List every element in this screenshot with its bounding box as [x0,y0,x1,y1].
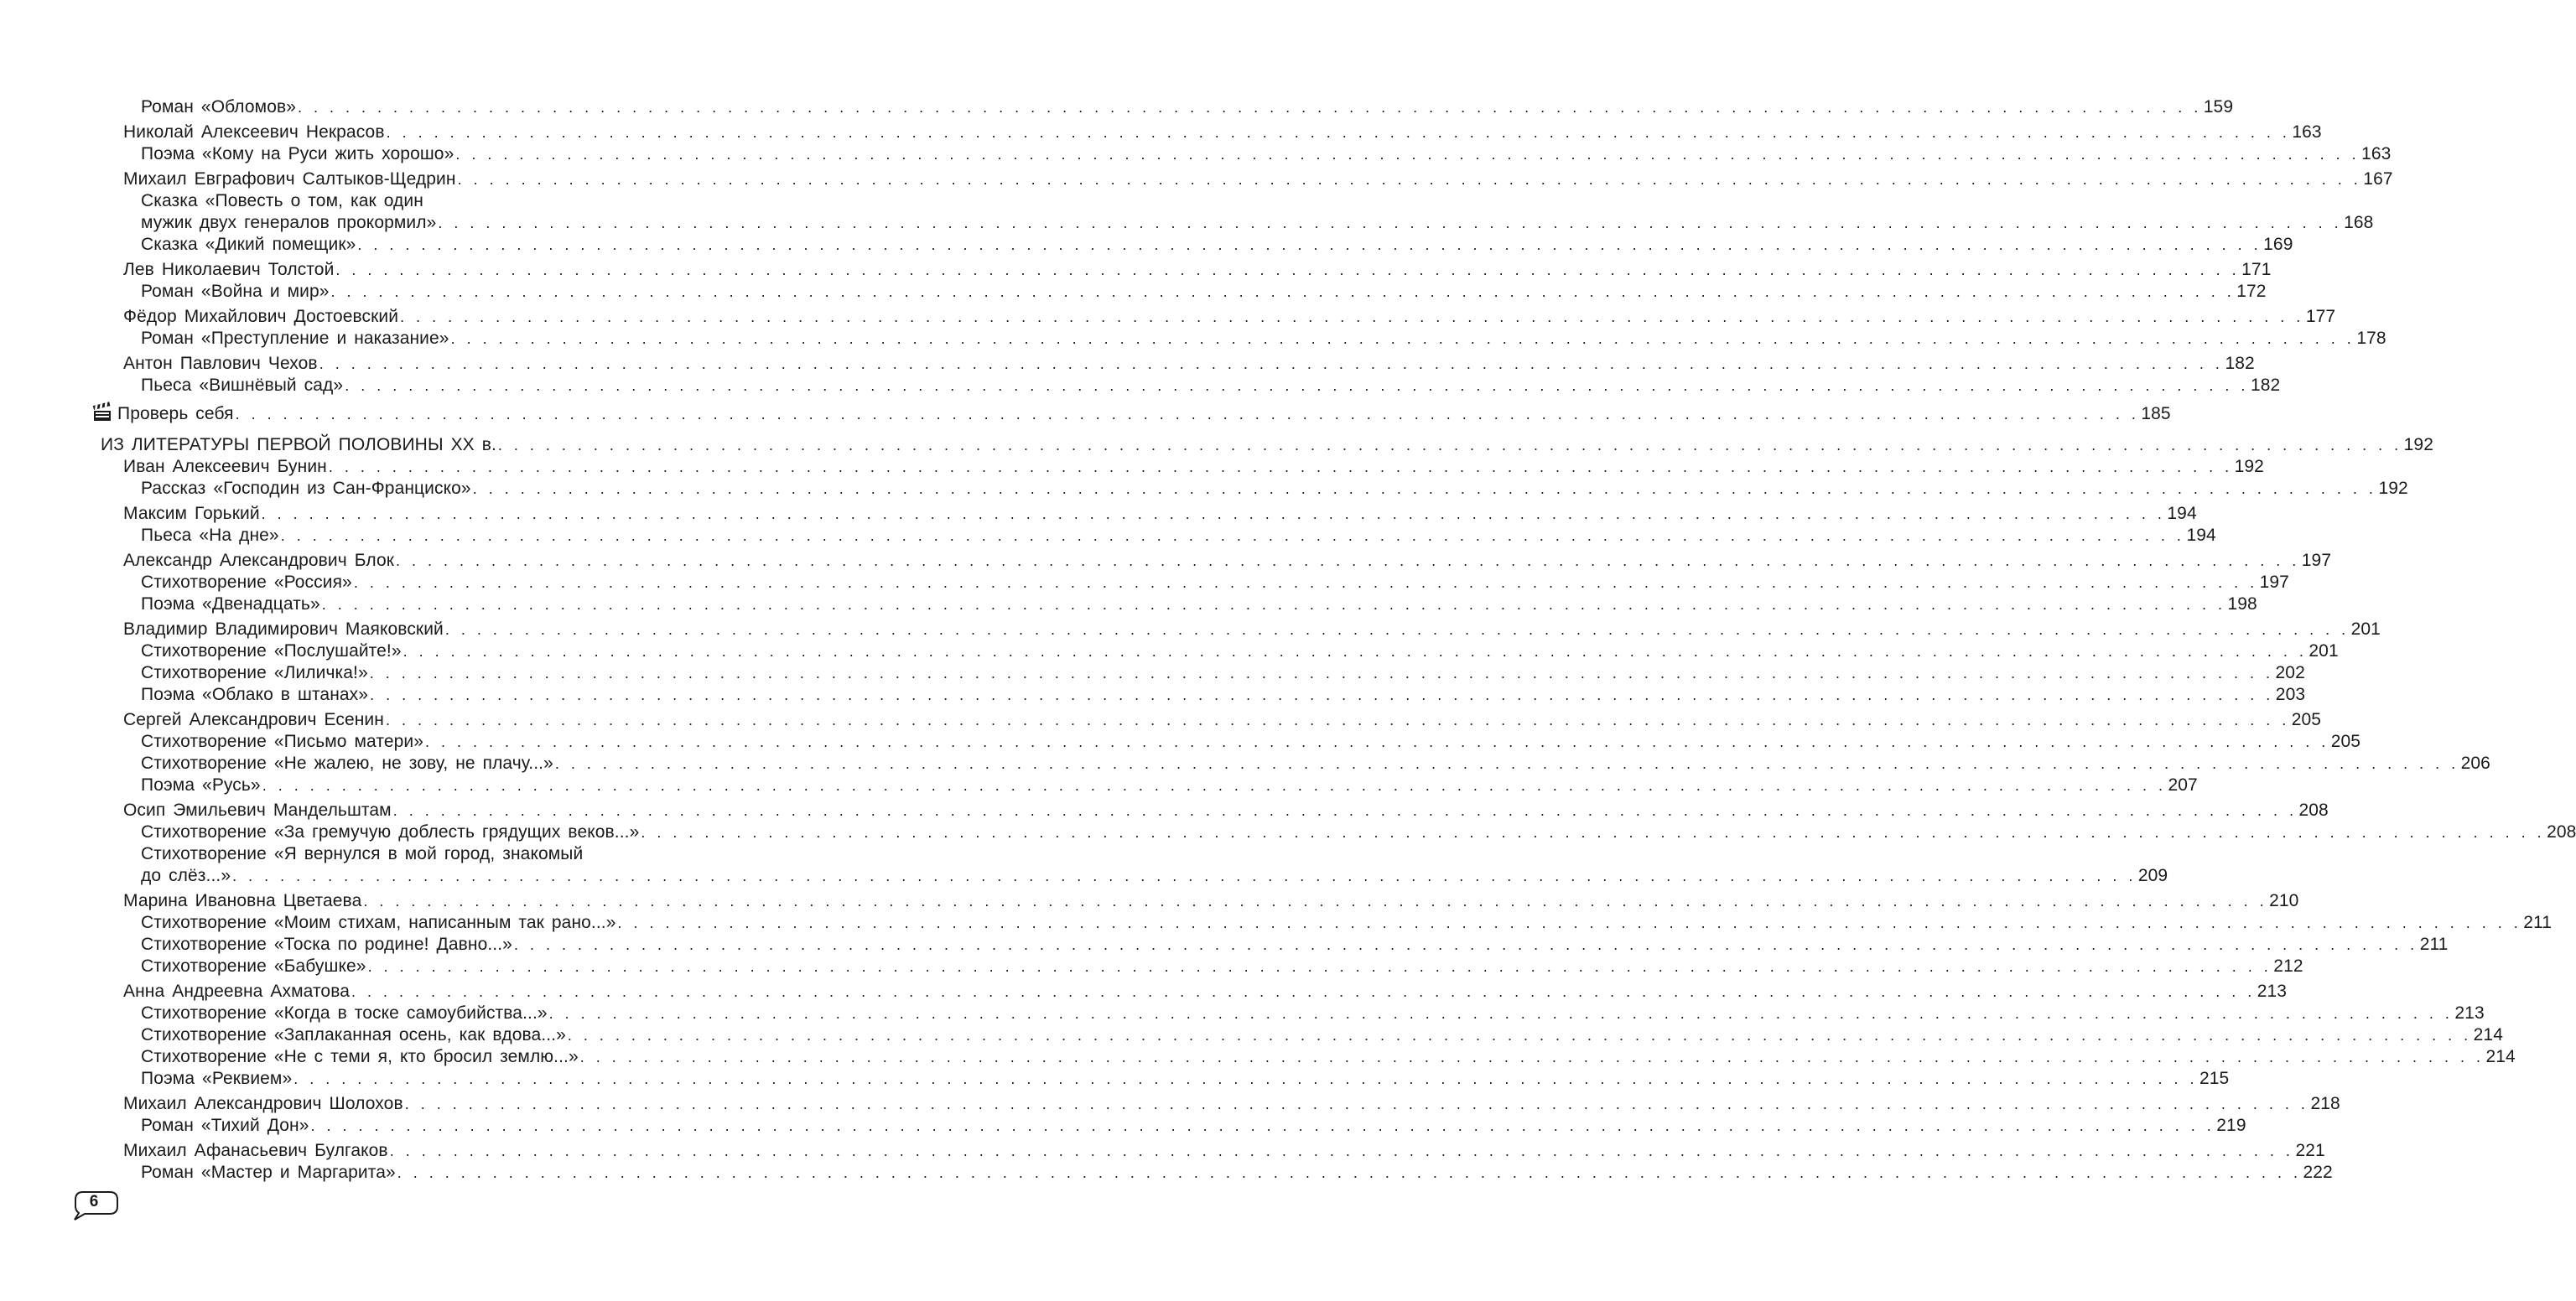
toc-entry-title: Поэма «Облако в штанах» [141,685,369,704]
toc-entry-page: 201 [2350,619,2381,639]
toc-entry [141,1162,2333,1184]
toc-entry [141,662,2305,684]
dot-leader: . . . . . . . . . . . . . . . . . . . . . . . . . . . . . . . . . . . . . . . . . . . . . . . . . . . . . . . . . . . . . . . . . . . . . . . . . . . . . . . . . . . . . . . . . . . . . . . . . . . . . . . . . . . . . . . . . . . . . . . . [450,330,2355,347]
toc-entry [123,1093,2340,1115]
toc-entry-title: Рассказ «Господин из Сан-Франциско» [141,479,471,498]
toc-entry-title: Михаил Афанасьевич Булгаков [123,1141,388,1160]
toc-entry-title: Иван Алексеевич Бунин [123,457,327,476]
toc-entry-title: Михаил Евграфович Салтыков-Щедрин [123,169,456,189]
toc-entry-title: Стихотворение «Я вернулся в мой город, знакомый [141,844,584,863]
toc-entry [141,684,2306,706]
toc-entry-page: 215 [2199,1069,2230,1088]
toc-entry-page: 182 [2250,376,2281,395]
toc-entry-title: Стихотворение «Не с теми я, кто бросил землю...» [141,1047,579,1066]
toc-entry-title: Стихотворение «За гремучую доблесть грядущих веков...» [141,822,640,842]
dot-leader: . . . . . . . . . . . . . . . . . . . . . . . . . . . . . . . . . . . . . . . . . . . . . . . . . . . . . . . . . . . . . . . . . . . . . . . . . . . . . . . . . . . . . . . . . . . . . . . . . . . . . . . . . . . . . . . . . . . . . . . . [385,712,2290,728]
toc-entry [141,865,2168,887]
toc-entry-title: Максим Горький [123,504,260,523]
dot-leader: . . . . . . . . . . . . . . . . . . . . . . . . . . . . . . . . . . . . . . . . . . . . . . . . . . . . . . . . . . . . . . . . . . . . . . . . . . . . . . . . . . . . . . . . . . . . . . . . . . . . . . . . . . . . . . . . . . . . . . . . [386,124,2291,141]
toc-entry-title: Стихотворение «Бабушке» [141,956,366,976]
dot-leader: . . . . . . . . . . . . . . . . . . . . . . . . . . . . . . . . . . . . . . . . . . . . . . . . . . . . . . . . . . . . . . . . . . . . . . . . . . . . . . . . . . . . . . . . . . . . . . . . . . . . . . . . . . . . . . . . . . . . . . . . [298,99,2202,116]
toc-entry-title: Поэма «Двенадцать» [141,594,320,614]
toc-entry-title: мужик двух генералов прокормил» [141,213,437,232]
toc-entry [141,96,2234,118]
dot-leader: . . . . . . . . . . . . . . . . . . . . . . . . . . . . . . . . . . . . . . . . . . . . . . . . . . . . . . . . . . . . . . . . . . . . . . . . . . . . . . . . . . . . . . . . . . . . . . . . . . . . . . . . . . . . . . . . . . . . . . . . [472,480,2377,497]
table-of-contents [0,96,2576,1184]
dot-leader: . . . . . . . . . . . . . . . . . . . . . . . . . . . . . . . . . . . . . . . . . . . . . . . . . . . . . . . . . . . . . . . . . . . . . . . . . . . . . . . . . . . . . . . . . . . . . . . . . . . . . . . . . . . . . . . . . . . . . . . . [232,868,2137,884]
toc-entry-title: Проверь себя [117,404,234,423]
dot-leader: . . . . . . . . . . . . . . . . . . . . . . . . . . . . . . . . . . . . . . . . . . . . . . . . . . . . . . . . . . . . . . . . . . . . . . . . . . . . . . . . . . . . . . . . . . . . . . . . . . . . . . . . . . . . . . . . . . . . . . . . [396,552,2300,569]
dot-leader: . . . . . . . . . . . . . . . . . . . . . . . . . . . . . . . . . . . . . . . . . . . . . . . . . . . . . . . . . . . . . . . . . . . . . . . . . . . . . . . . . . . . . . . . . . . . . . . . . . . . . . . . . . . . . . . . . . . . . . . . [262,777,2167,794]
toc-entry-title: ИЗ ЛИТЕРАТУРЫ ПЕРВОЙ ПОЛОВИНЫ XX в. [101,435,496,454]
toc-entry [141,593,2257,615]
toc-entry-title: Пьеса «Вишнёвый сад» [141,376,344,395]
toc-entry-page: 203 [2275,685,2306,704]
dot-leader: . . . . . . . . . . . . . . . . . . . . . . . . . . . . . . . . . . . . . . . . . . . . . . . . . . . . . . . . . . . . . . . . . . . . . . . . . . . . . . . . . . . . . . . . . . . . . . . . . . . . . . . . . . . . . . . . . . . . . . . . [345,377,2249,394]
toc-entry-page: 163 [2361,144,2392,163]
toc-entry-title: Анна Андреевна Ахматова [123,982,350,1001]
toc-entry [141,822,2576,843]
toc-entry-page: 218 [2310,1094,2340,1113]
toc-entry-page: 194 [2186,526,2216,545]
toc-entry [141,1115,2246,1137]
toc-entry [141,1003,2485,1024]
toc-entry [141,375,2281,397]
toc-entry-page: 194 [2167,504,2197,523]
toc-entry [141,934,2449,956]
toc-entry-title: Роман «Тихий Дон» [141,1116,309,1135]
toc-entry-page: 211 [2419,935,2449,954]
toc-entry [141,775,2198,796]
toc-entry [123,456,2264,478]
toc-entry-title: Стихотворение «Когда в тоске самоубийства...» [141,1003,548,1023]
toc-entry-page: 167 [2363,169,2393,189]
toc-entry [141,525,2216,547]
dot-leader: . . . . . . . . . . . . . . . . . . . . . . . . . . . . . . . . . . . . . . . . . . . . . . . . . . . . . . . . . . . . . . . . . . . . . . . . . . . . . . . . . . . . . . . . . . . . . . . . . . . . . . . . . . . . . . . . . . . . . . . . [369,665,2274,682]
toc-entry-page: 211 [2523,913,2553,932]
toc-entry [141,912,2553,934]
dot-leader: . . . . . . . . . . . . . . . . . . . . . . . . . . . . . . . . . . . . . . . . . . . . . . . . . . . . . . . . . . . . . . . . . . . . . . . . . . . . . . . . . . . . . . . . . . . . . . . . . . . . . . . . . . . . . . . . . . . . . . . . [280,527,2185,544]
toc-entry-page: 213 [2454,1003,2485,1023]
toc-entry-page: 201 [2309,641,2339,661]
toc-entry-page: 169 [2263,235,2293,254]
toc-entry-title: Владимир Владимирович Маяковский [123,619,444,639]
toc-entry-title: Стихотворение «Послушайте!» [141,641,402,661]
dot-leader: . . . . . . . . . . . . . . . . . . . . . . . . . . . . . . . . . . . . . . . . . . . . . . . . . . . . . . . . . . . . . . . . . . . . . . . . . . . . . . . . . . . . . . . . . . . . . . . . . . . . . . . . . . . . . . . . . . . . . . . . [400,308,2304,325]
toc-entry [101,401,2171,423]
dot-leader: . . . . . . . . . . . . . . . . . . . . . . . . . . . . . . . . . . . . . . . . . . . . . . . . . . . . . . . . . . . . . . . . . . . . . . . . . . . . . . . . . . . . . . . . . . . . . . . . . . . . . . . . . . . . . . . . . . . . . . . . [497,437,2402,454]
dot-leader: . . . . . . . . . . . . . . . . . . . . . . . . . . . . . . . . . . . . . . . . . . . . . . . . . . . . . . . . . . . . . . . . . . . . . . . . . . . . . . . . . . . . . . . . . . . . . . . . . . . . . . . . . . . . . . . . . . . . . . . . [397,1164,2302,1181]
toc-entry [123,168,2393,190]
dot-leader: . . . . . . . . . . . . . . . . . . . . . . . . . . . . . . . . . . . . . . . . . . . . . . . . . . . . . . . . . . . . . . . . . . . . . . . . . . . . . . . . . . . . . . . . . . . . . . . . . . . . . . . . . . . . . . . . . . . . . . . . [641,824,2546,841]
toc-entry-page: 208 [2547,822,2576,842]
toc-entry-page: 159 [2203,97,2234,117]
toc-entry [141,640,2339,662]
toc-entry-title: Михаил Александрович Шолохов [123,1094,403,1113]
toc-entry-title: Роман «Обломов» [141,97,297,117]
toc-entry-page: 172 [2236,282,2267,301]
toc-entry [141,843,761,865]
toc-entry [141,143,2392,165]
toc-entry-title: Роман «Преступление и наказание» [141,329,449,348]
page-number: 6 [89,1193,99,1210]
toc-entry [123,550,2332,572]
toc-entry [141,956,2303,977]
toc-entry-page: 197 [2259,573,2289,592]
toc-entry-title: Антон Павлович Чехов [123,354,318,373]
toc-entry-title: Роман «Война и мир» [141,282,330,301]
toc-entry-page: 210 [2269,891,2299,910]
toc-entry-title: Осип Эмильевич Мандельштам [123,801,392,820]
toc-entry-page: 207 [2168,775,2198,795]
toc-entry [141,572,2289,593]
dot-leader: . . . . . . . . . . . . . . . . . . . . . . . . . . . . . . . . . . . . . . . . . . . . . . . . . . . . . . . . . . . . . . . . . . . . . . . . . . . . . . . . . . . . . . . . . . . . . . . . . . . . . . . . . . . . . . . . . . . . . . . . [321,596,2226,613]
toc-entry-page: 213 [2257,982,2288,1001]
toc-entry-title: Стихотворение «Письмо матери» [141,732,424,751]
toc-entry-title: Лев Николаевич Толстой [123,260,335,279]
toc-entry-page: 192 [2403,435,2433,454]
toc-entry-page: 192 [2234,457,2264,476]
dot-leader: . . . . . . . . . . . . . . . . . . . . . . . . . . . . . . . . . . . . . . . . . . . . . . . . . . . . . . . . . . . . . . . . . . . . . . . . . . . . . . . . . . . . . . . . . . . . . . . . . . . . . . . . . . . . . . . . . . . . . . . . [548,1005,2454,1022]
toc-entry-page: 182 [2225,354,2255,373]
toc-entry [123,1140,2325,1162]
toc-entry [141,328,2386,350]
dot-leader: . . . . . . . . . . . . . . . . . . . . . . . . . . . . . . . . . . . . . . . . . . . . . . . . . . . . . . . . . . . . . . . . . . . . . . . . . . . . . . . . . . . . . . . . . . . . . . . . . . . . . . . . . . . . . . . . . . . . . . . . [353,574,2258,591]
toc-entry [123,306,2336,328]
toc-entry-title: Поэма «Кому на Руси жить хорошо» [141,144,454,163]
dot-leader: . . . . . . . . . . . . . . . . . . . . . . . . . . . . . . . . . . . . . . . . . . . . . . . . . . . . . . . . . . . . . . . . . . . . . . . . . . . . . . . . . . . . . . . . . . . . . . . . . . . . . . . . . . . . . . . . . . . . . . . . [310,1117,2215,1134]
toc-entry [123,503,2197,525]
dot-leader: . . . . . . . . . . . . . . . . . . . . . . . . . . . . . . . . . . . . . . . . . . . . . . . . . . . . . . . . . . . . . . . . . . . . . . . . . . . . . . . . . . . . . . . . . . . . . . . . . . . . . . . . . . . . . . . . . . . . . . . . [455,146,2360,163]
dot-leader: . . . . . . . . . . . . . . . . . . . . . . . . . . . . . . . . . . . . . . . . . . . . . . . . . . . . . . . . . . . . . . . . . . . . . . . . . . . . . . . . . . . . . . . . . . . . . . . . . . . . . . . . . . . . . . . . . . . . . . . . [335,262,2241,278]
toc-entry-page: 163 [2292,122,2322,142]
toc-entry-page: 202 [2275,663,2305,682]
toc-entry-page: 219 [2216,1116,2246,1135]
toc-entry-title: до слёз...» [141,866,231,885]
toc-entry [123,122,2322,143]
toc-entry-title: Стихотворение «Тоска по родине! Давно...» [141,935,512,954]
toc-entry-page: 205 [2330,732,2361,751]
toc-entry-page: 209 [2137,866,2168,885]
toc-entry [123,259,2272,281]
toc-entry [123,890,2299,912]
toc-entry-title: Сергей Александрович Есенин [123,710,384,729]
toc-entry-page: 205 [2291,710,2322,729]
toc-entry-title: Стихотворение «Россия» [141,573,352,592]
dot-leader: . . . . . . . . . . . . . . . . . . . . . . . . . . . . . . . . . . . . . . . . . . . . . . . . . . . . . . . . . . . . . . . . . . . . . . . . . . . . . . . . . . . . . . . . . . . . . . . . . . . . . . . . . . . . . . . . . . . . . . . . [370,687,2274,703]
toc-entry-title: Стихотворение «Заплаканная осень, как вдова...» [141,1025,566,1044]
toc-entry-page: 208 [2298,801,2329,820]
toc-entry-page: 221 [2295,1141,2325,1160]
toc-entry-page: 198 [2227,594,2257,614]
dot-leader: . . . . . . . . . . . . . . . . . . . . . . . . . . . . . . . . . . . . . . . . . . . . . . . . . . . . . . . . . . . . . . . . . . . . . . . . . . . . . . . . . . . . . . . . . . . . . . . . . . . . . . . . . . . . . . . . . . . . . . . . [579,1049,2485,1065]
toc-entry-page: 178 [2356,329,2386,348]
dot-leader: . . . . . . . . . . . . . . . . . . . . . . . . . . . . . . . . . . . . . . . . . . . . . . . . . . . . . . . . . . . . . . . . . . . . . . . . . . . . . . . . . . . . . . . . . . . . . . . . . . . . . . . . . . . . . . . . . . . . . . . . [330,283,2236,300]
dot-leader: . . . . . . . . . . . . . . . . . . . . . . . . . . . . . . . . . . . . . . . . . . . . . . . . . . . . . . . . . . . . . . . . . . . . . . . . . . . . . . . . . . . . . . . . . . . . . . . . . . . . . . . . . . . . . . . . . . . . . . . . [425,733,2329,750]
toc-entry [123,981,2288,1003]
clapperboard-icon [92,403,112,422]
dot-leader: . . . . . . . . . . . . . . . . . . . . . . . . . . . . . . . . . . . . . . . . . . . . . . . . . . . . . . . . . . . . . . . . . . . . . . . . . . . . . . . . . . . . . . . . . . . . . . . . . . . . . . . . . . . . . . . . . . . . . . . . [319,355,2224,372]
toc-entry-page: 212 [2273,956,2303,976]
toc-entry [141,753,2490,775]
toc-entry-title: Стихотворение «Не жалею, не зову, не плачу...» [141,754,553,773]
toc-entry-title: Поэма «Реквием» [141,1069,293,1088]
toc-entry-title: Сказка «Дикий помещик» [141,235,356,254]
toc-entry-page: 177 [2305,307,2336,326]
toc-entry-title: Стихотворение «Моим стихам, написанным так рано...» [141,913,616,932]
dot-leader: . . . . . . . . . . . . . . . . . . . . . . . . . . . . . . . . . . . . . . . . . . . . . . . . . . . . . . . . . . . . . . . . . . . . . . . . . . . . . . . . . . . . . . . . . . . . . . . . . . . . . . . . . . . . . . . . . . . . . . . . [351,983,2256,1000]
toc-entry-title: Сказка «Повесть о том, как один [141,191,423,210]
dot-leader: . . . . . . . . . . . . . . . . . . . . . . . . . . . . . . . . . . . . . . . . . . . . . . . . . . . . . . . . . . . . . . . . . . . . . . . . . . . . . . . . . . . . . . . . . . . . . . . . . . . . . . . . . . . . . . . . . . . . . . . . [457,171,2362,188]
toc-entry-page: 192 [2378,479,2408,498]
toc-entry-title: Фёдор Михайлович Достоевский [123,307,399,326]
dot-leader: . . . . . . . . . . . . . . . . . . . . . . . . . . . . . . . . . . . . . . . . . . . . . . . . . . . . . . . . . . . . . . . . . . . . . . . . . . . . . . . . . . . . . . . . . . . . . . . . . . . . . . . . . . . . . . . . . . . . . . . . [438,215,2343,231]
toc-entry [141,212,2374,234]
toc-entry [141,234,2293,256]
dot-leader: . . . . . . . . . . . . . . . . . . . . . . . . . . . . . . . . . . . . . . . . . . . . . . . . . . . . . . . . . . . . . . . . . . . . . . . . . . . . . . . . . . . . . . . . . . . . . . . . . . . . . . . . . . . . . . . . . . . . . . . . [392,802,2298,819]
toc-entry [141,1068,2230,1090]
toc-entry [123,353,2255,375]
dot-leader: . . . . . . . . . . . . . . . . . . . . . . . . . . . . . . . . . . . . . . . . . . . . . . . . . . . . . . . . . . . . . . . . . . . . . . . . . . . . . . . . . . . . . . . . . . . . . . . . . . . . . . . . . . . . . . . . . . . . . . . . [402,643,2308,660]
dot-leader: . . . . . . . . . . . . . . . . . . . . . . . . . . . . . . . . . . . . . . . . . . . . . . . . . . . . . . . . . . . . . . . . . . . . . . . . . . . . . . . . . . . . . . . . . . . . . . . . . . . . . . . . . . . . . . . . . . . . . . . . [357,236,2262,253]
toc-entry-title: Николай Алексеевич Некрасов [123,122,385,142]
toc-entry-page: 222 [2303,1163,2333,1182]
toc-entry-page: 214 [2485,1047,2516,1066]
dot-leader: . . . . . . . . . . . . . . . . . . . . . . . . . . . . . . . . . . . . . . . . . . . . . . . . . . . . . . . . . . . . . . . . . . . . . . . . . . . . . . . . . . . . . . . . . . . . . . . . . . . . . . . . . . . . . . . . . . . . . . . . [235,406,2140,422]
toc-entry [123,709,2322,731]
toc-entry-page: 197 [2301,551,2332,570]
toc-entry-page: 185 [2141,404,2171,423]
toc-entry-title: Поэма «Русь» [141,775,261,795]
toc-entry [141,731,2361,753]
toc-entry [141,190,761,212]
toc-entry-page: 171 [2241,260,2272,279]
dot-leader: . . . . . . . . . . . . . . . . . . . . . . . . . . . . . . . . . . . . . . . . . . . . . . . . . . . . . . . . . . . . . . . . . . . . . . . . . . . . . . . . . . . . . . . . . . . . . . . . . . . . . . . . . . . . . . . . . . . . . . . . [554,755,2459,772]
toc-entry-title: Стихотворение «Лиличка!» [141,663,368,682]
toc-entry-page: 214 [2473,1025,2503,1044]
toc-entry [141,281,2267,303]
toc-entry [141,1024,2503,1046]
toc-entry-title: Роман «Мастер и Маргарита» [141,1163,396,1182]
toc-entry [123,619,2381,640]
toc-entry-page: 206 [2460,754,2490,773]
dot-leader: . . . . . . . . . . . . . . . . . . . . . . . . . . . . . . . . . . . . . . . . . . . . . . . . . . . . . . . . . . . . . . . . . . . . . . . . . . . . . . . . . . . . . . . . . . . . . . . . . . . . . . . . . . . . . . . . . . . . . . . . [617,915,2522,931]
dot-leader: . . . . . . . . . . . . . . . . . . . . . . . . . . . . . . . . . . . . . . . . . . . . . . . . . . . . . . . . . . . . . . . . . . . . . . . . . . . . . . . . . . . . . . . . . . . . . . . . . . . . . . . . . . . . . . . . . . . . . . . . [363,893,2268,910]
toc-entry-title: Александр Александрович Блок [123,551,395,570]
dot-leader: . . . . . . . . . . . . . . . . . . . . . . . . . . . . . . . . . . . . . . . . . . . . . . . . . . . . . . . . . . . . . . . . . . . . . . . . . . . . . . . . . . . . . . . . . . . . . . . . . . . . . . . . . . . . . . . . . . . . . . . . [328,459,2233,475]
toc-entry [123,800,2329,822]
toc-entry [141,1046,2516,1068]
dot-leader: . . . . . . . . . . . . . . . . . . . . . . . . . . . . . . . . . . . . . . . . . . . . . . . . . . . . . . . . . . . . . . . . . . . . . . . . . . . . . . . . . . . . . . . . . . . . . . . . . . . . . . . . . . . . . . . . . . . . . . . . [261,505,2166,522]
dot-leader: . . . . . . . . . . . . . . . . . . . . . . . . . . . . . . . . . . . . . . . . . . . . . . . . . . . . . . . . . . . . . . . . . . . . . . . . . . . . . . . . . . . . . . . . . . . . . . . . . . . . . . . . . . . . . . . . . . . . . . . . [444,621,2350,638]
dot-leader: . . . . . . . . . . . . . . . . . . . . . . . . . . . . . . . . . . . . . . . . . . . . . . . . . . . . . . . . . . . . . . . . . . . . . . . . . . . . . . . . . . . . . . . . . . . . . . . . . . . . . . . . . . . . . . . . . . . . . . . . [567,1027,2472,1044]
toc-entry [141,478,2408,500]
dot-leader: . . . . . . . . . . . . . . . . . . . . . . . . . . . . . . . . . . . . . . . . . . . . . . . . . . . . . . . . . . . . . . . . . . . . . . . . . . . . . . . . . . . . . . . . . . . . . . . . . . . . . . . . . . . . . . . . . . . . . . . . [404,1096,2309,1112]
toc-entry-title: Пьеса «На дне» [141,526,279,545]
toc-entry-title: Марина Ивановна Цветаева [123,891,362,910]
toc-entry [101,434,2433,456]
dot-leader: . . . . . . . . . . . . . . . . . . . . . . . . . . . . . . . . . . . . . . . . . . . . . . . . . . . . . . . . . . . . . . . . . . . . . . . . . . . . . . . . . . . . . . . . . . . . . . . . . . . . . . . . . . . . . . . . . . . . . . . . [293,1070,2198,1087]
dot-leader: . . . . . . . . . . . . . . . . . . . . . . . . . . . . . . . . . . . . . . . . . . . . . . . . . . . . . . . . . . . . . . . . . . . . . . . . . . . . . . . . . . . . . . . . . . . . . . . . . . . . . . . . . . . . . . . . . . . . . . . . [513,936,2418,953]
dot-leader: . . . . . . . . . . . . . . . . . . . . . . . . . . . . . . . . . . . . . . . . . . . . . . . . . . . . . . . . . . . . . . . . . . . . . . . . . . . . . . . . . . . . . . . . . . . . . . . . . . . . . . . . . . . . . . . . . . . . . . . . [389,1143,2294,1159]
toc-entry-page: 168 [2344,213,2374,232]
dot-leader: . . . . . . . . . . . . . . . . . . . . . . . . . . . . . . . . . . . . . . . . . . . . . . . . . . . . . . . . . . . . . . . . . . . . . . . . . . . . . . . . . . . . . . . . . . . . . . . . . . . . . . . . . . . . . . . . . . . . . . . . [367,958,2272,975]
